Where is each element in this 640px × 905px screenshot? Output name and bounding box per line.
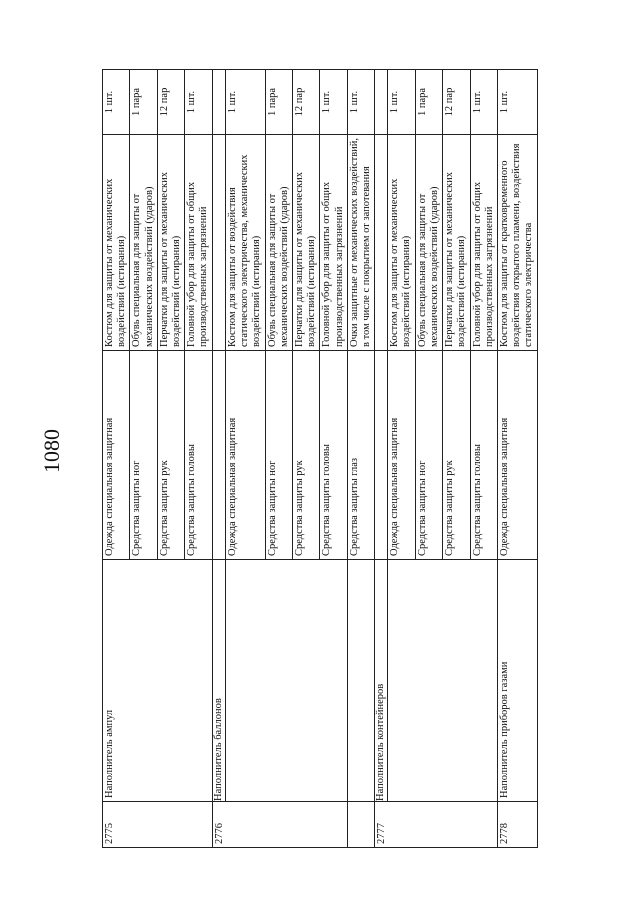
profession-title: Наполнитель приборов газами xyxy=(498,560,538,802)
ppe-category: Средства защиты головы xyxy=(185,351,212,560)
table-frame xyxy=(102,70,538,848)
ppe-category: Средства защиты глаз xyxy=(347,351,374,560)
ppe-description: Костюм для защиты от механических воздействий (истирания) xyxy=(103,135,130,351)
ppe-quantity: 1 шт. xyxy=(388,70,415,135)
ppe-category: Одежда специальная защитная xyxy=(225,351,265,560)
profession-title: Наполнитель баллонов xyxy=(212,560,225,802)
profession-number: 2777 xyxy=(375,802,498,848)
table-body xyxy=(103,70,538,848)
table-row xyxy=(212,70,225,848)
ppe-norms-table xyxy=(102,69,538,848)
ppe-quantity: 12 пар xyxy=(443,70,470,135)
table-row xyxy=(388,70,415,848)
ppe-description: Костюм для защиты от кратковременного воздействия открытого пламени, воздействия статического электричества xyxy=(498,135,538,351)
empty-cell xyxy=(347,802,374,848)
profession-number: 2776 xyxy=(212,802,347,848)
ppe-quantity: 1 шт. xyxy=(225,70,265,135)
empty-cell xyxy=(375,351,388,560)
ppe-quantity: 1 пара xyxy=(265,70,292,135)
ppe-category: Средства защиты ног xyxy=(415,351,442,560)
ppe-description: Обувь специальная для защиты от механических воздействий (ударов) xyxy=(130,135,157,351)
ppe-quantity: 1 пара xyxy=(415,70,442,135)
ppe-quantity: 1 шт. xyxy=(498,70,538,135)
ppe-quantity: 1 шт. xyxy=(347,70,374,135)
table-row xyxy=(375,70,388,848)
table-row xyxy=(347,70,374,848)
ppe-description: Обувь специальная для защиты от механических воздействий (ударов) xyxy=(415,135,442,351)
ppe-description: Очки защитные от механических воздействий, в том числе с покрытием от запотевания xyxy=(347,135,374,351)
profession-number: 2778 xyxy=(498,802,538,848)
profession-number: 2775 xyxy=(103,802,213,848)
ppe-description: Перчатки для защиты от механических воздействий (истирания) xyxy=(293,135,320,351)
ppe-category: Одежда специальная защитная xyxy=(498,351,538,560)
ppe-category: Одежда специальная защитная xyxy=(103,351,130,560)
ppe-category: Средства защиты головы xyxy=(470,351,497,560)
ppe-quantity: 12 пар xyxy=(157,70,184,135)
ppe-description: Перчатки для защиты от механических воздействий (истирания) xyxy=(443,135,470,351)
ppe-category: Средства защиты ног xyxy=(265,351,292,560)
ppe-description: Головной убор для защиты от общих производственных загрязнений xyxy=(185,135,212,351)
ppe-description: Обувь специальная для защиты от механических воздействий (ударов) xyxy=(265,135,292,351)
profession-title: Наполнитель контейнеров xyxy=(375,560,388,802)
ppe-quantity: 1 шт. xyxy=(470,70,497,135)
table-row xyxy=(103,70,130,848)
ppe-description: Головной убор для защиты от общих производственных загрязнений xyxy=(320,135,347,351)
empty-cell xyxy=(375,135,388,351)
table-row xyxy=(225,70,265,848)
ppe-description: Костюм для защиты от воздействия статического электричества, механических воздействий (истирания) xyxy=(225,135,265,351)
ppe-quantity: 12 пар xyxy=(293,70,320,135)
page-number: 1080 xyxy=(39,429,64,473)
ppe-description: Костюм для защиты от механических воздействий (истирания) xyxy=(388,135,415,351)
ppe-category: Средства защиты рук xyxy=(443,351,470,560)
ppe-description: Перчатки для защиты от механических воздействий (истирания) xyxy=(157,135,184,351)
empty-cell xyxy=(347,560,374,802)
ppe-category: Средства защиты рук xyxy=(293,351,320,560)
empty-cell xyxy=(212,70,225,135)
ppe-quantity: 1 шт. xyxy=(320,70,347,135)
empty-cell xyxy=(212,351,225,560)
ppe-category: Средства защиты ног xyxy=(130,351,157,560)
ppe-quantity: 1 шт. xyxy=(185,70,212,135)
empty-cell xyxy=(225,560,347,802)
empty-cell xyxy=(212,135,225,351)
ppe-category: Средства защиты головы xyxy=(320,351,347,560)
ppe-description: Головной убор для защиты от общих производственных загрязнений xyxy=(470,135,497,351)
table-rotator xyxy=(102,70,538,848)
table-row xyxy=(498,70,538,848)
ppe-quantity: 1 шт. xyxy=(103,70,130,135)
empty-cell xyxy=(388,560,498,802)
ppe-category: Одежда специальная защитная xyxy=(388,351,415,560)
ppe-quantity: 1 пара xyxy=(130,70,157,135)
empty-cell xyxy=(375,70,388,135)
profession-title: Наполнитель ампул xyxy=(103,560,213,802)
ppe-category: Средства защиты рук xyxy=(157,351,184,560)
